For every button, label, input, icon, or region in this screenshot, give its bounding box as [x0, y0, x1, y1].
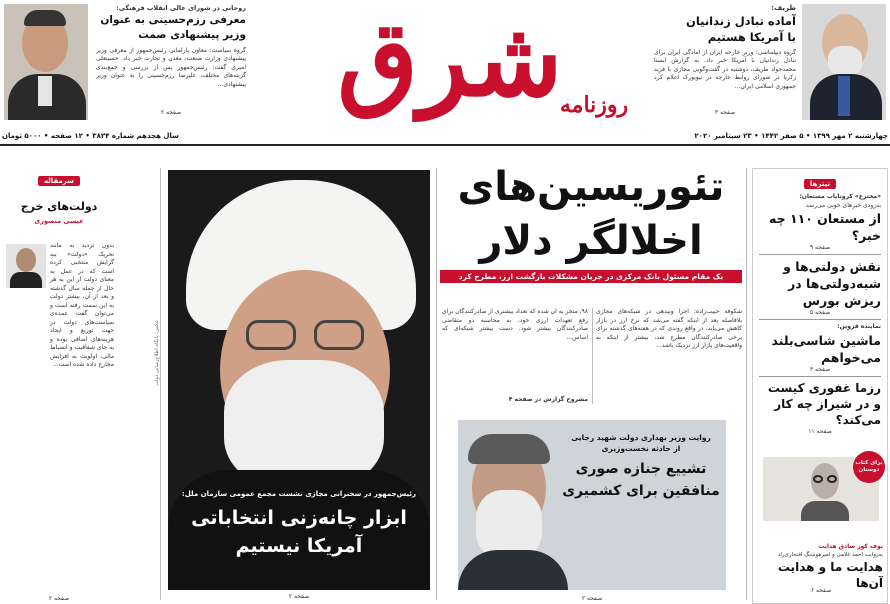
editorial-tag: سرمقاله: [38, 176, 80, 186]
column-divider: [746, 168, 747, 600]
editorial-author: عیسی منصوری: [34, 217, 84, 225]
top-right-headline-1: آماده تبادل زندانیان: [686, 13, 796, 28]
bahadori-page: صفحه ۲: [581, 595, 603, 602]
bahadori-headline-1: تشییع جنازه صوری: [575, 461, 707, 477]
logo-prefix: روزنامه: [559, 92, 629, 118]
book-box[interactable]: [757, 457, 885, 603]
sidebar-item-kicker: نماینده قزوین:: [837, 323, 881, 330]
sidebar-item-headline: ماشین شاسی‌بلند می‌خواهم: [771, 332, 881, 365]
lead-headline-1: تئوریسین‌های: [457, 164, 725, 210]
top-right-body: گروه دیپلماسی: وزیر خارجه ایران از آمادگی ایران برای تبادل زندانیان با آمریکا خبر داد. به گزارش ایسنا محمدجواد ظریف، دوشنبه در گفت‌وگویی مجازی با فرید زکریا در شورای روابط خارجه در نیویورک اعلام کرد جمهوری اسلامی ایران...: [654, 48, 796, 90]
column-divider: [160, 168, 161, 600]
rouhani-headline-2: آمریکا نیستیم: [235, 535, 363, 557]
lead-story[interactable]: [440, 160, 742, 420]
editorial-body: بدون تردید به مانند تحریک «دولت» بیه گرایش منتخبی کرده است که در عمل به معنای دولت از این به هر حال از جمله سال گذشته و بعد از آن، بیشتر دولت به این سمت رفته است و می‌توان گفت عمده‌ی سیاست‌های دولت در جهت توزیع و ایجاد هزینه‌های اضافی بوده و به جای شفافیت و انضباط مالی، اولویت به افزایش مخارج داده شده است...: [50, 242, 114, 368]
top-left-kicker: روحانی در شورای عالی انقلاب فرهنگی:: [116, 4, 246, 12]
sidebar-item-page: صفحه ۵: [809, 309, 831, 316]
book-badge: برای کتاب دوستان: [853, 451, 885, 483]
sidebar-tag: تیترها: [804, 179, 836, 189]
top-right-story[interactable]: [654, 4, 796, 124]
lead-headline-2: اخلالگر دلار: [479, 218, 703, 264]
rouhani-headline-1: ابزار چانه‌زنی انتخاباتی: [191, 507, 407, 529]
book-kicker: بوف کور صادق هدایت: [818, 543, 883, 550]
lead-col-left: ۹۸، منجر به آن شده که تعداد بیشتری از صادرکنندگان برای رفع تعهدات ارزی خود، به محاسبه دو متقاضی صادرکنندگان بیشتر شود. دست بیشتر شبکه‌ای که اساس...: [442, 308, 588, 341]
rezmhosseini-photo: [4, 4, 88, 120]
sidebar-item-kicker: «مخترع» کرونایاب مستعان:: [799, 193, 881, 200]
bahadori-story[interactable]: [458, 420, 726, 602]
top-right-page: صفحه ۳: [714, 108, 736, 116]
book-kicker-2: به‌روایت احمد غلامی و امیرهوشنگ افتخاری‌راد: [777, 552, 883, 558]
rouhani-kicker: رئیس‌جمهور در سخنرانی مجازی نشست مجمع عمومی سازمان ملل:: [181, 490, 417, 498]
logo: شرق: [337, 0, 563, 120]
sidebar-item-kicker-2: به‌زودی خبرهای خوبی می‌رسد: [805, 201, 881, 209]
date-line: چهارشنبه ۲ مهر ۱۳۹۹ • ۵ صفر ۱۴۴۲ • ۲۳ سپتامبر ۲۰۲۰: [694, 132, 888, 140]
book-page: صفحه ۶: [810, 587, 832, 594]
top-left-headline-1: معرفی رزم‌حسینی به عنوان: [100, 13, 246, 26]
issue-line: سال هجدهم شماره ۳۸۲۴ • ۱۲ صفحه • ۵۰۰۰ تومان: [2, 132, 179, 140]
editorial-title: دولت‌های خرج: [20, 200, 98, 213]
top-right-headline-2: با آمریکا هستیم: [707, 29, 796, 44]
column-divider: [436, 168, 437, 600]
editorial-page: صفحه ۲: [48, 595, 70, 602]
masthead-rule: [0, 144, 890, 146]
logo-area: [252, 0, 648, 134]
sidebar-item-page: صفحه ۱۱: [808, 427, 832, 435]
sidebar-item-4[interactable]: [753, 377, 887, 438]
sidebar-item-3[interactable]: [753, 320, 887, 376]
zarif-photo: [802, 4, 886, 120]
top-left-body: گروه سیاست: معاون پارلمانی رئیس‌جمهور از معرفی وزیر پیشنهادی وزارت صنعت، معدن و تجارت خبر داد. حسینعلی امیری گفت: رئیس‌جمهور پس از بررسی و جمع‌بندی گزینه‌های مختلف، علیرضا رزم‌حسینی را به عنوان وزیر پیشنهادی...: [96, 46, 246, 88]
top-left-page: صفحه ۲: [160, 108, 182, 116]
masthead: [0, 0, 890, 150]
sidebar: [752, 168, 888, 604]
editorial[interactable]: [4, 168, 114, 602]
book-headline: هدایت ما و هدایت آن‌ها: [777, 560, 883, 590]
rouhani-caption: عکس: پایگاه اطلاع‌رسانی دولت: [154, 320, 160, 386]
lead-col-right: شکوفه حبیب‌زاده: اجرا وبیدهی در شبکه‌های مجازی بلافاصله بعد از اینکه گفته می‌شد که نرخ ارز در بازار کاهش می‌یابد، در واقع روندی که در هفته‌های گذشته برای برخی صادرکنندگان مطرح شد، بیشتر از اینکه به واقعیت‌های بازار ارز نزدیک باشد...: [596, 308, 742, 349]
bahadori-headline-2: منافقین برای کشمیری: [562, 483, 720, 499]
sidebar-item-headline: نقش دولتی‌ها و شبه‌دولتی‌ها در ریزش بورس: [783, 259, 881, 308]
sidebar-item-1[interactable]: [753, 190, 887, 254]
rouhani-page: صفحه ۲: [288, 593, 310, 600]
bahadori-kicker-2: از حادثه نخست‌وزیری: [601, 444, 681, 453]
sidebar-item-headline: از مستعان ۱۱۰ چه خبر؟: [768, 211, 881, 243]
top-left-story[interactable]: [96, 4, 246, 124]
top-right-kicker: ظریف:: [771, 4, 796, 12]
bahadori-kicker: روایت وزیر بهداری دولت شهید رجایی: [571, 433, 711, 442]
lead-subhead: یک مقام مسئول بانک مرکزی در جریان مشکلات بازگشت ارز، مطرح کرد: [440, 270, 742, 283]
sidebar-item-2[interactable]: [753, 255, 887, 319]
sidebar-item-page: صفحه ۳: [809, 365, 831, 373]
rouhani-story[interactable]: [154, 170, 430, 600]
top-left-headline-2: وزیر پیشنهادی صمت: [138, 28, 246, 41]
sidebar-item-page: صفحه ۹: [809, 244, 831, 251]
sidebar-item-headline: رزما غفوری کیست و در شیراز چه کار می‌کند؟: [767, 380, 881, 427]
lead-continue: مشروح گزارش در صفحه ۴: [508, 396, 588, 403]
